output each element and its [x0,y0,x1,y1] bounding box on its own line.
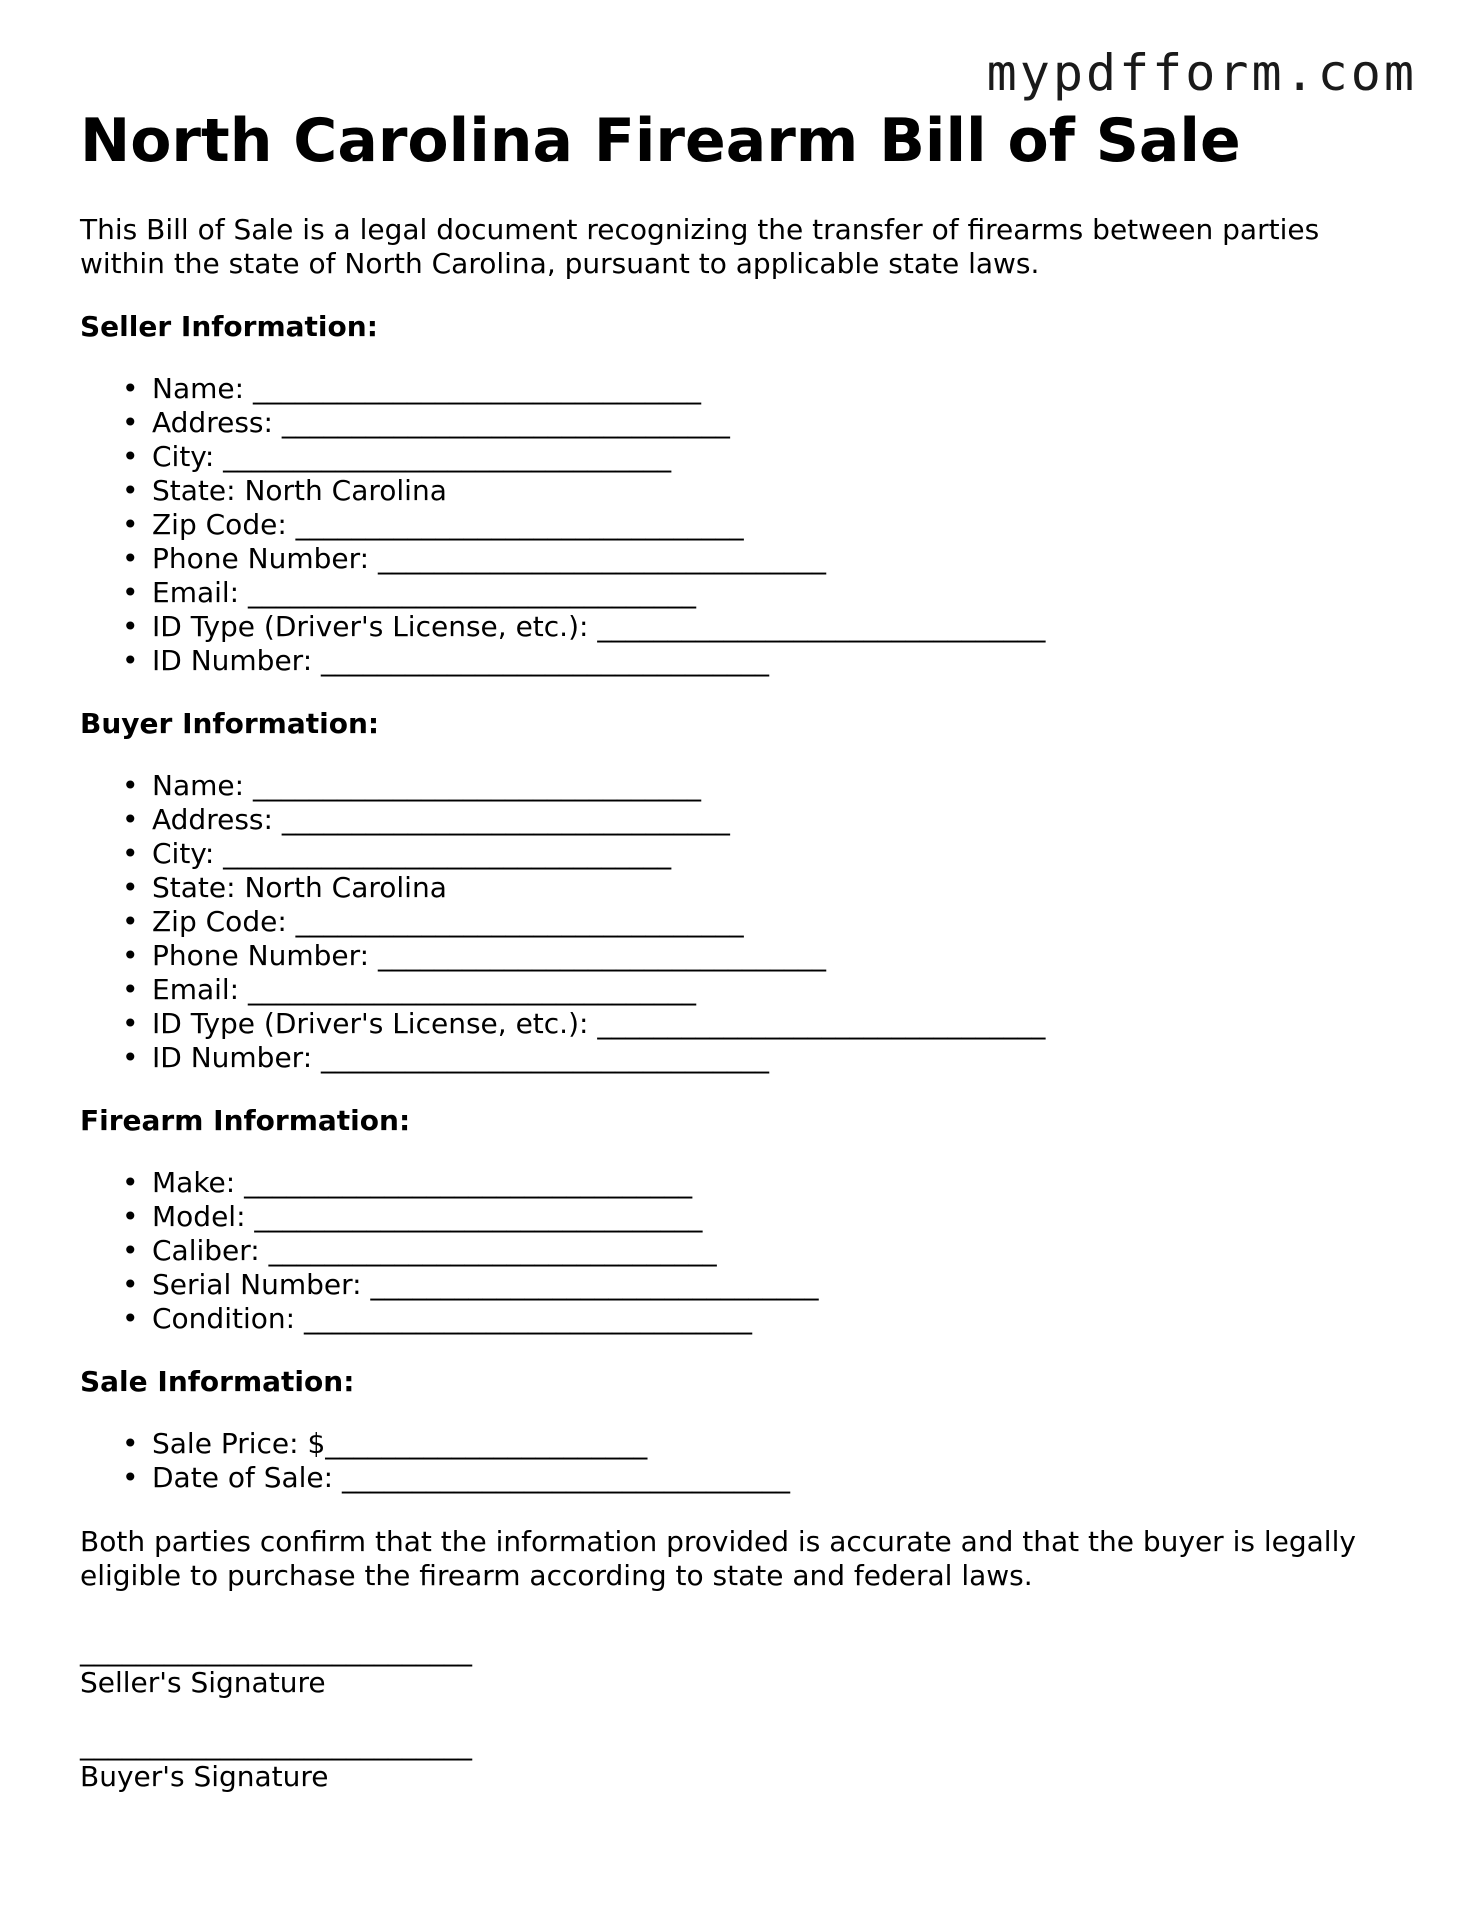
bullet-icon: • [122,1166,139,1199]
buyer-heading: Buyer Information: [80,707,380,740]
seller-city-field[interactable]: • City: ________________________________ [122,440,672,473]
bullet-icon: • [122,803,139,836]
bullet-icon: • [122,1427,139,1460]
bullet-icon: • [122,1200,139,1233]
seller-id-type-field[interactable]: • ID Type (Driver's License, etc.): ________________________________ [122,610,1046,643]
bullet-icon: • [122,610,139,643]
buyer-address-field[interactable]: • Address: ________________________________ [122,803,730,836]
bullet-icon: • [122,406,139,439]
buyer-id-number-field[interactable]: • ID Number: ________________________________ [122,1041,770,1074]
firearm-list [80,1166,1410,1336]
seller-signature-block [80,1635,1410,1699]
bullet-icon: • [122,440,139,473]
intro-paragraph: This Bill of Sale is a legal document recognizing the transfer of firearms between parties within the state of North Carolina, pursuant to applicable state laws. [80,213,1320,280]
bullet-icon: • [122,508,139,541]
firearm-caliber-field[interactable]: • Caliber: ________________________________ [122,1234,717,1267]
seller-id-number-field[interactable]: • ID Number: ________________________________ [122,644,770,677]
buyer-zip-field[interactable]: • Zip Code: ________________________________ [122,905,744,938]
document-body [80,105,1410,1793]
seller-name-field[interactable]: • Name: ________________________________ [122,372,701,405]
bullet-icon: • [122,474,139,507]
seller-email-field[interactable]: • Email: ________________________________ [122,576,697,609]
seller-state-field: • State: North Carolina [122,474,447,507]
buyer-id-type-field[interactable]: • ID Type (Driver's License, etc.): ________________________________ [122,1007,1046,1040]
bullet-icon: • [122,542,139,575]
bullet-icon: • [122,1302,139,1335]
sale-date-field[interactable]: • Date of Sale: ________________________________ [122,1461,790,1494]
buyer-name-field[interactable]: • Name: ________________________________ [122,769,701,802]
bullet-icon: • [122,1461,139,1494]
bullet-icon: • [122,939,139,972]
firearm-model-field[interactable]: • Model: ________________________________ [122,1200,703,1233]
bullet-icon: • [122,769,139,802]
firearm-make-field[interactable]: • Make: ________________________________ [122,1166,693,1199]
bullet-icon: • [122,1234,139,1267]
bullet-icon: • [122,1007,139,1040]
seller-zip-field[interactable]: • Zip Code: ________________________________ [122,508,744,541]
sale-list [80,1427,1410,1495]
seller-signature-label: Seller's Signature [80,1666,326,1699]
buyer-signature-block [80,1729,1410,1793]
seller-address-field[interactable]: • Address: ________________________________ [122,406,730,439]
buyer-email-field[interactable]: • Email: ________________________________ [122,973,697,1006]
buyer-state-field: • State: North Carolina [122,871,447,904]
bullet-icon: • [122,1268,139,1301]
bullet-icon: • [122,905,139,938]
sale-heading: Sale Information: [80,1365,355,1398]
firearm-condition-field[interactable]: • Condition: ________________________________ [122,1302,752,1335]
bullet-icon: • [122,837,139,870]
bullet-icon: • [122,871,139,904]
bullet-icon: • [122,644,139,677]
bullet-icon: • [122,1041,139,1074]
closing-paragraph: Both parties confirm that the information provided is accurate and that the buyer is legally eligible to purchase the firearm according to state and federal laws. [80,1525,1356,1592]
seller-phone-field[interactable]: • Phone Number: ________________________________ [122,542,826,575]
buyer-city-field[interactable]: • City: ________________________________ [122,837,672,870]
buyer-signature-label: Buyer's Signature [80,1760,329,1793]
seller-heading: Seller Information: [80,310,378,343]
watermark: mypdfform.com [986,44,1417,102]
firearm-heading: Firearm Information: [80,1104,411,1137]
seller-list [80,372,1410,678]
bullet-icon: • [122,372,139,405]
bullet-icon: • [122,973,139,1006]
buyer-list [80,769,1410,1075]
buyer-signature-line[interactable]: ____________________________ [80,1728,472,1761]
seller-signature-line[interactable]: ____________________________ [80,1634,472,1667]
bullet-icon: • [122,576,139,609]
buyer-phone-field[interactable]: • Phone Number: ________________________________ [122,939,826,972]
firearm-serial-field[interactable]: • Serial Number: ________________________________ [122,1268,819,1301]
document-title: North Carolina Firearm Bill of Sale [80,106,1241,176]
sale-price-field[interactable]: • Sale Price: $_______________________ [122,1427,648,1460]
